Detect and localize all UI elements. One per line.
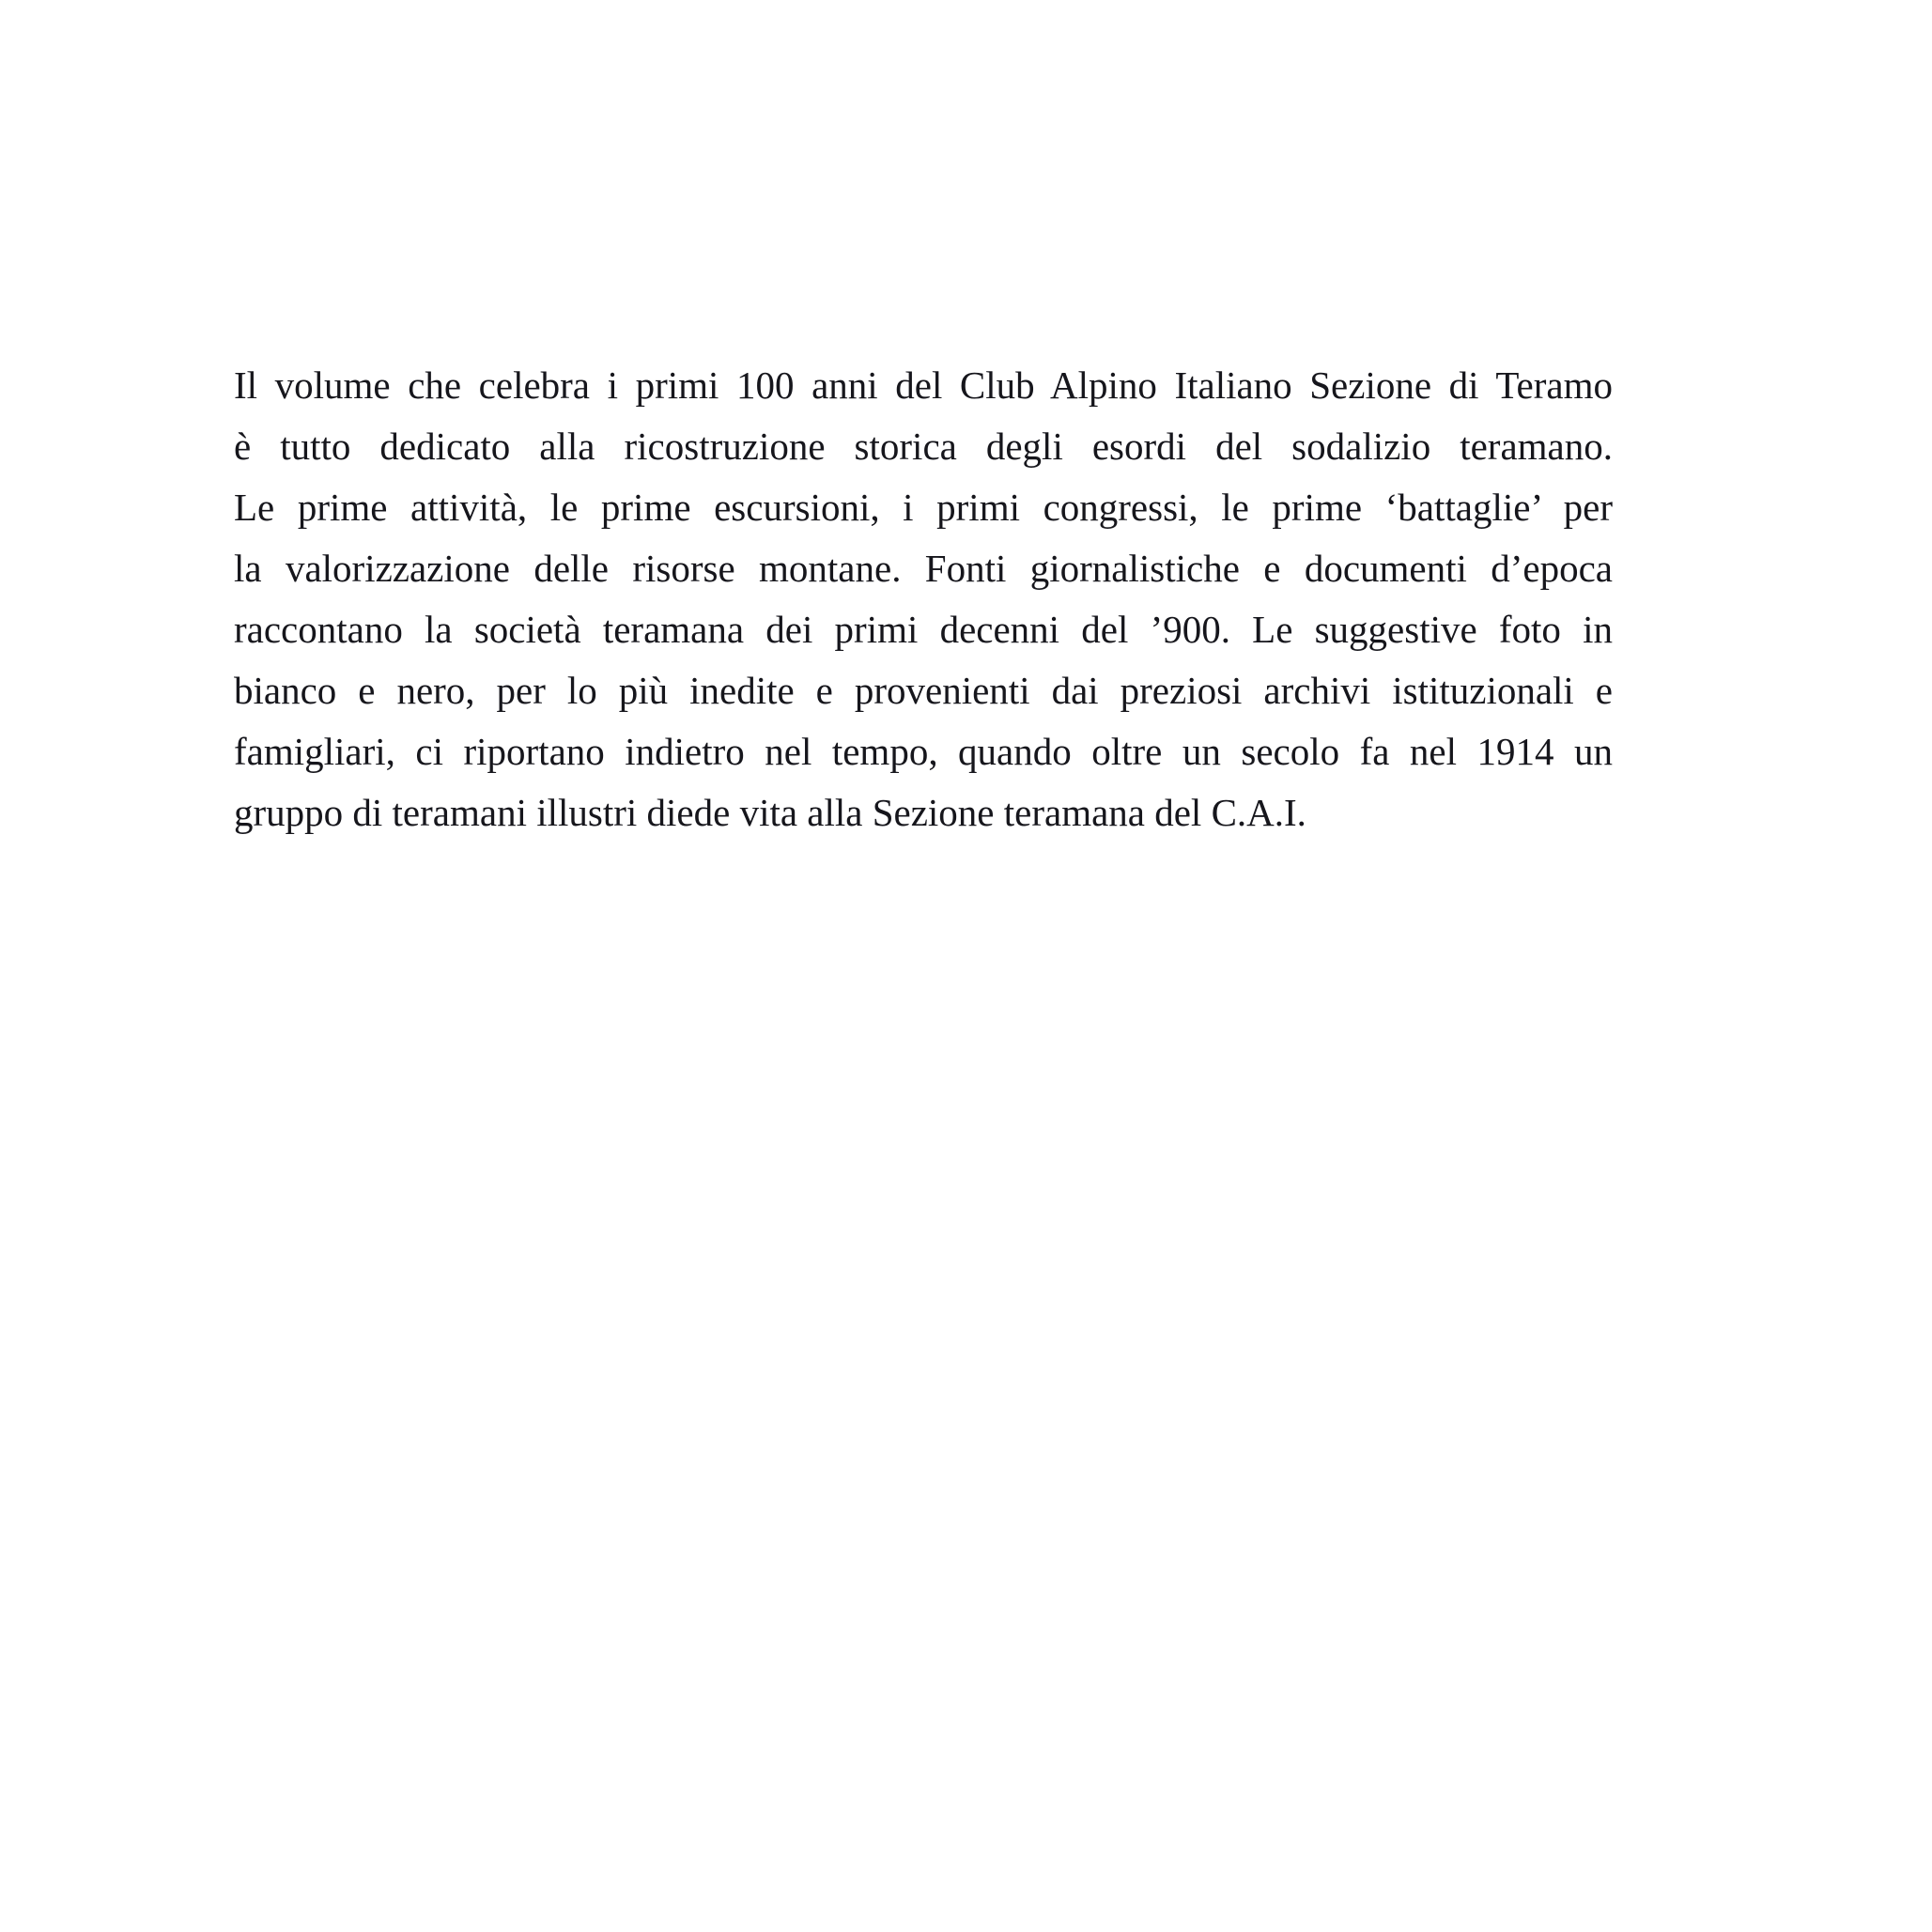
paragraph-line-1: Il volume che celebra i primi 100 anni del Club Alpino Italiano Sezione di Teramo [234,363,1613,407]
paragraph-line-8: gruppo di teramani illustri diede vita alla Sezione teramana del C.A.I. [234,791,1306,834]
body-paragraph [234,355,1613,843]
paragraph-line-3: Le prime attività, le prime escursioni, i primi congressi, le prime ‘battaglie’ per [234,486,1613,529]
paragraph-line-7: famigliari, ci riportano indietro nel tempo, quando oltre un secolo fa nel 1914 un [234,730,1613,773]
paragraph-line-4: la valorizzazione delle risorse montane. Fonti giornalistiche e documenti d’epoca [234,547,1613,590]
paragraph-line-5: raccontano la società teramana dei primi decenni del ’900. Le suggestive foto in [234,608,1613,651]
paragraph-line-2: è tutto dedicato alla ricostruzione storica degli esordi del sodalizio teramano. [234,425,1613,468]
paragraph-line-6: bianco e nero, per lo più inedite e provenienti dai preziosi archivi istituzionali e [234,669,1613,712]
